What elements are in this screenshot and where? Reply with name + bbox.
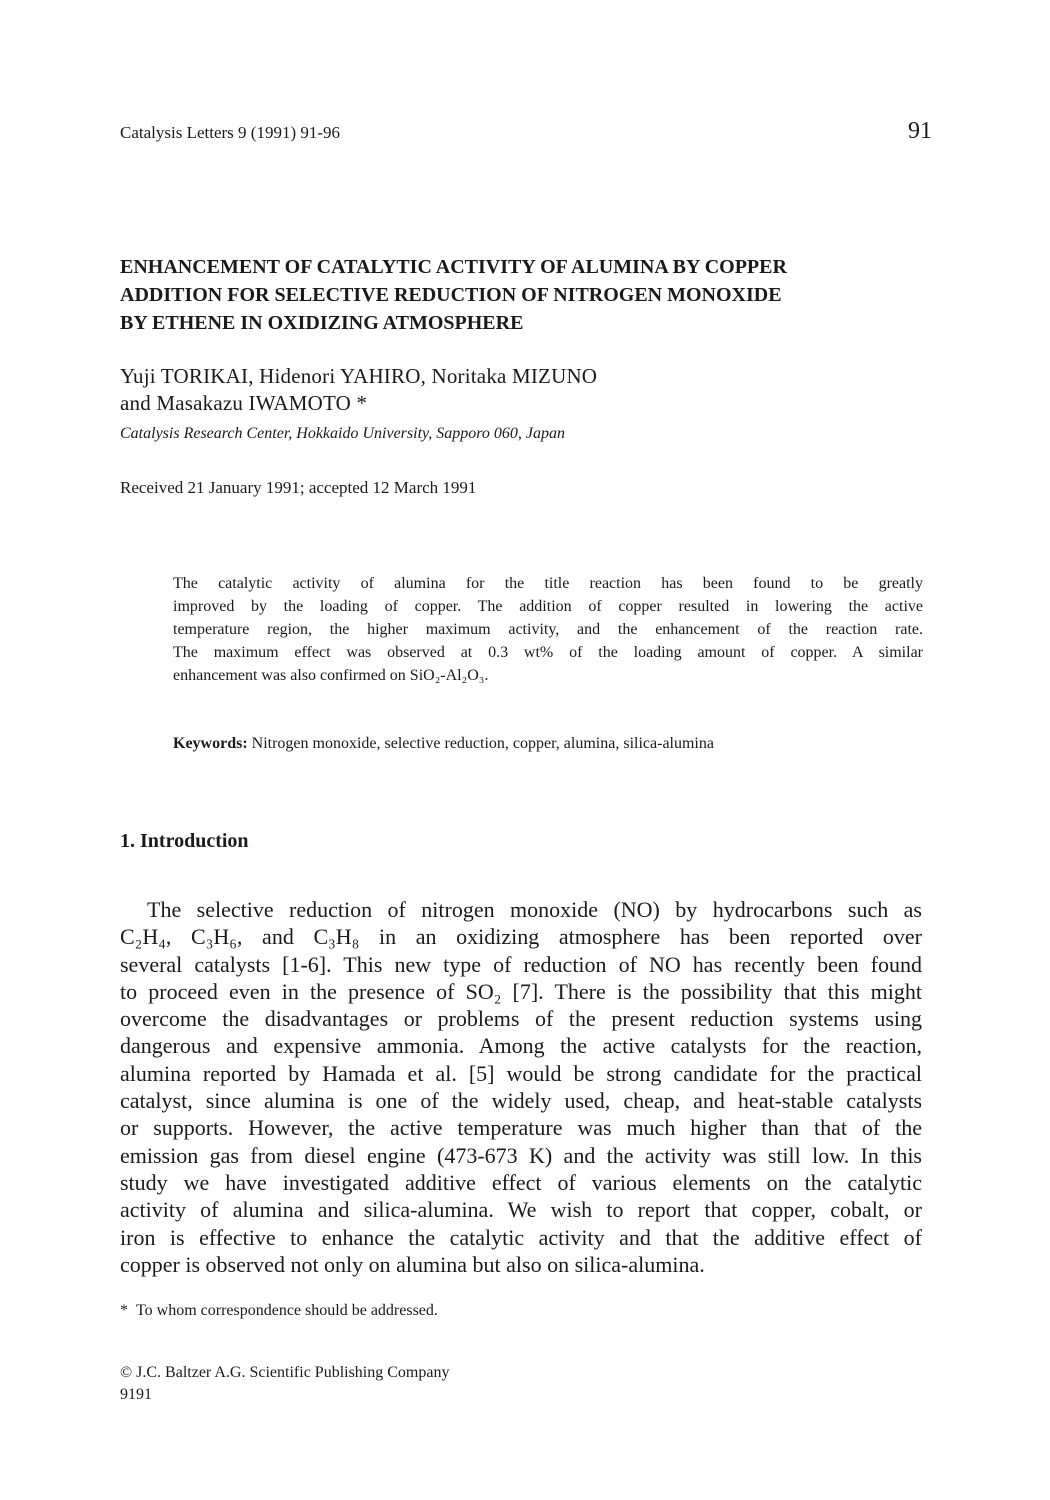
- body-line: to proceed even in the presence of SO₂ [7]. There is the possibility that this might: [120, 978, 922, 1004]
- received-dates: Received 21 January 1991; accepted 12 March 1991: [120, 478, 477, 497]
- author-line: Yuji TORIKAI, Hidenori YAHIRO, Noritaka MIZUNO: [120, 364, 598, 388]
- footnote-mark: *: [120, 1302, 128, 1319]
- keywords: [173, 735, 923, 753]
- footnote: [120, 1302, 438, 1320]
- abstract-line: The catalytic activity of alumina for the title reaction has been found to be greatly: [173, 575, 923, 592]
- body-line: emission gas from diesel engine (473-673 K) and the activity was still low. In this: [120, 1142, 922, 1168]
- body-line: or supports. However, the active temperature was much higher than that of the: [120, 1115, 922, 1141]
- abstract-line: improved by the loading of copper. The addition of copper resulted in lowering the active: [173, 598, 923, 615]
- body-line: overcome the disadvantages or problems of the present reduction systems using: [120, 1006, 922, 1032]
- article-title: [120, 253, 940, 337]
- title-line: BY ETHENE IN OXIDIZING ATMOSPHERE: [120, 312, 524, 334]
- copyright-code: 9191: [120, 1386, 152, 1403]
- body-line: The selective reduction of nitrogen monoxide (NO) by hydrocarbons such as: [147, 897, 922, 922]
- section-heading: 1. Introduction: [120, 830, 249, 852]
- body-line: copper is observed not only on alumina but also on silica-alumina.: [120, 1251, 705, 1277]
- author-line: and Masakazu IWAMOTO *: [120, 391, 368, 415]
- body-line: alumina reported by Hamada et al. [5] would be strong candidate for the practical: [120, 1060, 922, 1086]
- author-list: [120, 363, 920, 417]
- journal-reference: Catalysis Letters 9 (1991) 91-96: [120, 123, 341, 142]
- abstract-line: The maximum effect was observed at 0.3 wt% of the loading amount of copper. A similar: [173, 644, 923, 661]
- body-line: study we have investigated additive effect of various elements on the catalytic: [120, 1169, 922, 1195]
- title-line: ENHANCEMENT OF CATALYTIC ACTIVITY OF ALUMINA BY COPPER: [120, 256, 787, 278]
- body-line: catalyst, since alumina is one of the widely used, cheap, and heat-stable catalysts: [120, 1088, 922, 1114]
- body-line: several catalysts [1-6]. This new type of reduction of NO has recently been found: [120, 951, 922, 977]
- footnote-text: To whom correspondence should be addressed.: [136, 1302, 438, 1319]
- affiliation: Catalysis Research Center, Hokkaido University, Sapporo 060, Japan: [120, 425, 565, 442]
- running-head: [120, 118, 932, 145]
- body-line: activity of alumina and silica-alumina. We wish to report that copper, cobalt, or: [120, 1197, 922, 1223]
- body-line: iron is effective to enhance the catalytic activity and that the additive effect of: [120, 1224, 922, 1250]
- title-line: ADDITION FOR SELECTIVE REDUCTION OF NITROGEN MONOXIDE: [120, 284, 782, 306]
- copyright-line: © J.C. Baltzer A.G. Scientific Publishing Company: [120, 1364, 450, 1381]
- body-line: dangerous and expensive ammonia. Among the active catalysts for the reaction,: [120, 1033, 922, 1059]
- keywords-text: Nitrogen monoxide, selective reduction, copper, alumina, silica-alumina: [251, 735, 714, 752]
- keywords-label: Keywords:: [173, 735, 248, 752]
- body-line: C₂H₄, C₃H₆, and C₃H₈ in an oxidizing atmosphere has been reported over: [120, 924, 922, 950]
- copyright-notice: [120, 1362, 449, 1406]
- introduction-body: [120, 896, 922, 1278]
- page-number: 91: [908, 118, 932, 144]
- abstract-line: temperature region, the higher maximum activity, and the enhancement of the reaction rate.: [173, 621, 923, 638]
- abstract-line: enhancement was also confirmed on SiO₂-Al₂O₃.: [173, 667, 489, 684]
- abstract: [173, 572, 923, 687]
